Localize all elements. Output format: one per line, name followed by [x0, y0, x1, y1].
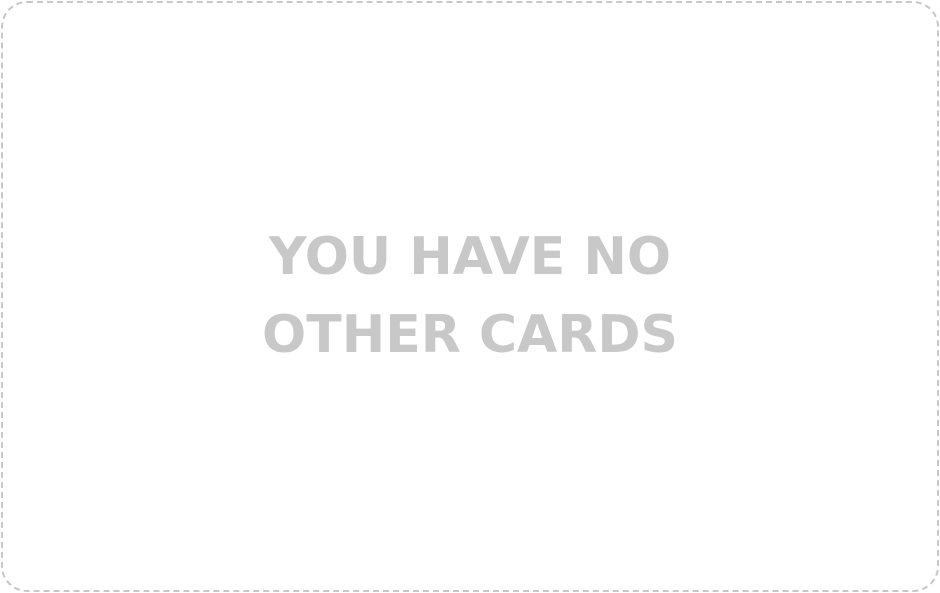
empty-state-message	[262, 218, 678, 374]
empty-card-slot	[1, 1, 939, 592]
empty-state-line-1: YOU HAVE NO	[268, 226, 672, 287]
empty-state-line-2: OTHER CARDS	[262, 304, 678, 365]
